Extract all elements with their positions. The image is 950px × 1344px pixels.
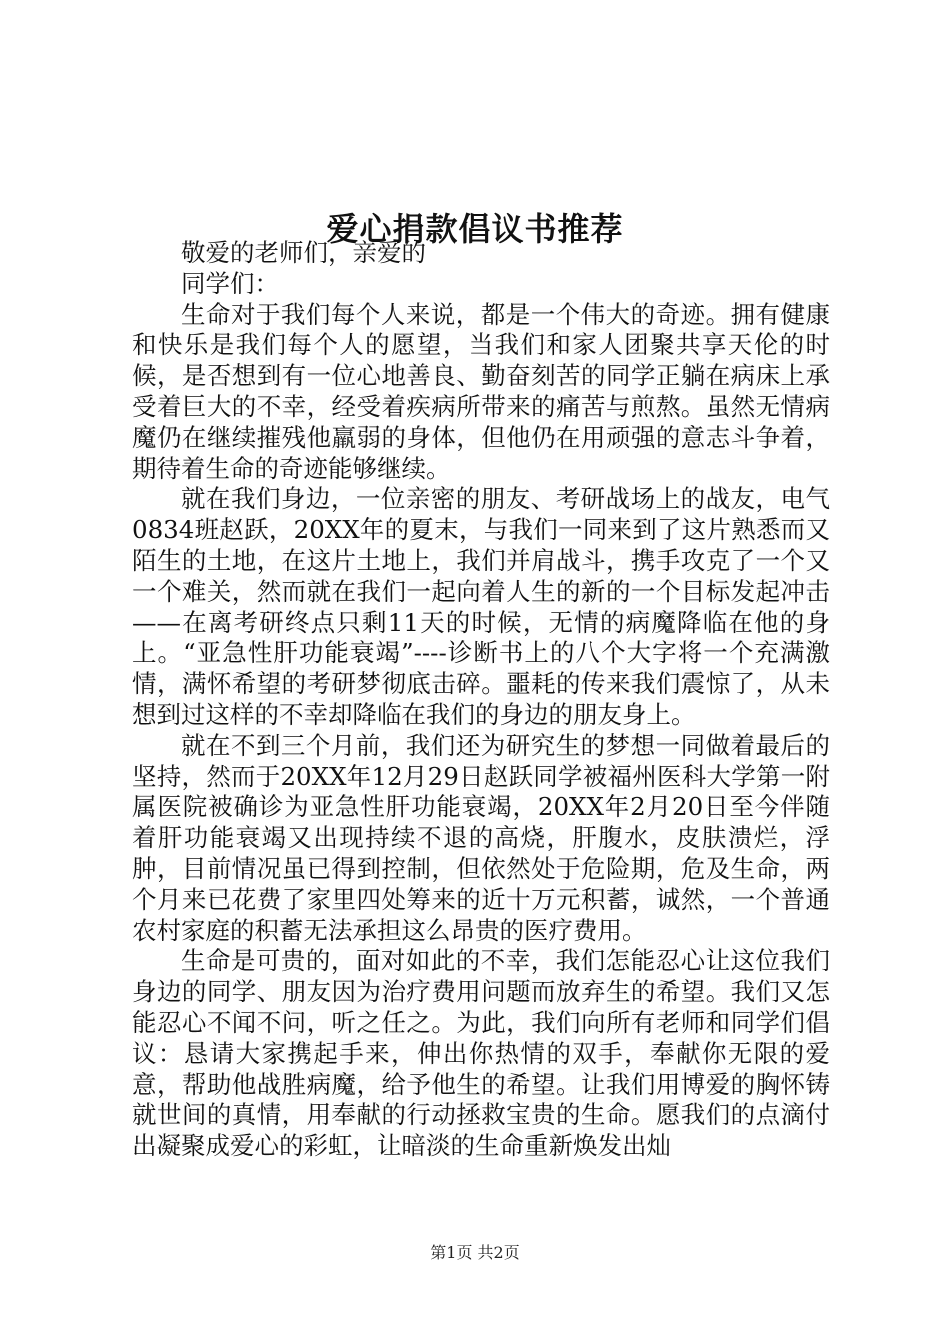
document-title: 爱心捐款倡议书推荐	[326, 210, 624, 249]
paragraph-2: 就在我们身边，一位亲密的朋友、考研战场上的战友，电气0834班赵跃，20XX年的夏末，与我们一同来到了这片熟悉而又陌生的土地，在这片土地上，我们并肩战斗，携手攻克了一个又一个难关，然而就在我们一起向着人生的新的一个目标发起冲击——在离考研终点只剩11天的时候，无情的病魔降临在他的身上。“亚急性肝功能衰竭”----诊断书上的八个大字将一个充满激情，满怀希望的考研梦彻底击碎。噩耗的传来我们震惊了，从未想到过这样的不幸却降临在我们的身边的朋友身上。	[132, 484, 830, 729]
salutation-line-1: 敬爱的老师们，亲爱的	[181, 238, 426, 267]
paragraph-3: 就在不到三个月前，我们还为研究生的梦想一同做着最后的坚持，然而于20XX年12月29日赵跃同学被福州医科大学第一附属医院被确诊为亚急性肝功能衰竭，20XX年2月20日至今伴随着肝功能衰竭又出现持续不退的高烧，肝腹水，皮肤溃烂，浮肿，目前情况虽已得到控制，但依然处于危险期，危及生命，两个月来已花费了家里四处筹来的近十万元积蓄，诚然，一个普通农村家庭的积蓄无法承担这么昂贵的医疗费用。	[132, 730, 830, 945]
paragraph-4: 生命是可贵的，面对如此的不幸，我们怎能忍心让这位我们身边的同学、朋友因为治疗费用问题而放弃生的希望。我们又怎能忍心不闻不问，听之任之。为此，我们向所有老师和同学们倡议：恳请大家携起手来，伸出你热情的双手，奉献你无限的爱意，帮助他战胜病魔，给予他生的希望。让我们用博爱的胸怀铸就世间的真情，用奉献的行动拯救宝贵的生命。愿我们的点滴付出凝聚成爱心的彩虹，让暗淡的生命重新焕发出灿	[132, 946, 830, 1161]
salutation-line-2: 同学们：	[181, 268, 279, 298]
paragraph-1: 生命对于我们每个人来说，都是一个伟大的奇迹。拥有健康和快乐是我们每个人的愿望，当我们和家人团聚共享天伦的时候，是否想到有一位心地善良、勤奋刻苦的同学正躺在病床上承受着巨大的不幸，经受着疾病所带来的痛苦与煎熬。虽然无情病魔仍在继续摧残他羸弱的身体，但他仍在用顽强的意志斗争着，期待着生命的奇迹能够继续。	[132, 299, 830, 483]
page-number-footer: 第1页 共2页	[430, 1243, 520, 1262]
document-body	[132, 238, 830, 1162]
